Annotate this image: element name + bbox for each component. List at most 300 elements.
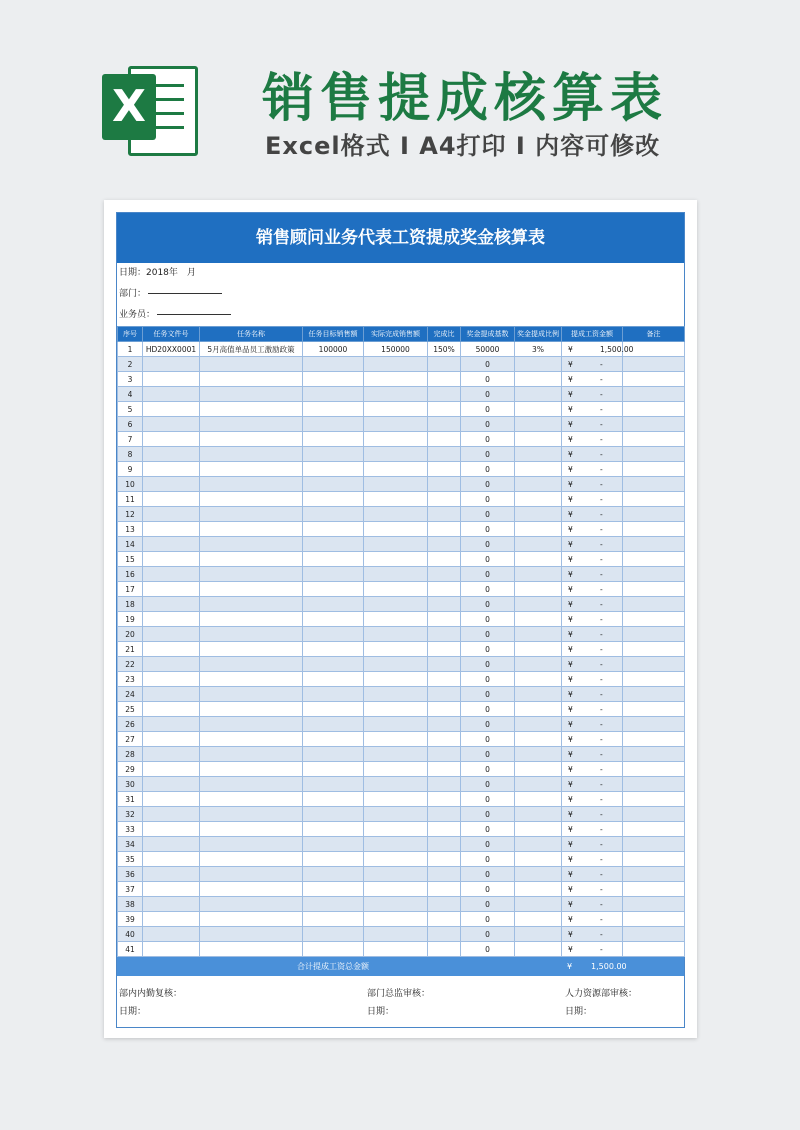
cell-note[interactable] [623, 507, 685, 522]
cell-base[interactable]: 0 [461, 522, 515, 537]
cell-note[interactable] [623, 927, 685, 942]
cell-actual[interactable] [364, 732, 428, 747]
cell-amount[interactable] [562, 612, 623, 627]
cell-name[interactable] [200, 657, 303, 672]
cell-file[interactable] [143, 402, 200, 417]
cell-target[interactable] [303, 537, 364, 552]
cell-note[interactable] [623, 537, 685, 552]
cell-ratio[interactable] [428, 417, 461, 432]
cell-note[interactable] [623, 942, 685, 957]
cell-actual[interactable] [364, 567, 428, 582]
cell-pct[interactable] [515, 537, 562, 552]
cell-no[interactable]: 20 [118, 627, 143, 642]
cell-no[interactable]: 3 [118, 372, 143, 387]
cell-name[interactable] [200, 807, 303, 822]
cell-name[interactable] [200, 822, 303, 837]
cell-file[interactable] [143, 792, 200, 807]
cell-ratio[interactable] [428, 507, 461, 522]
cell-note[interactable] [623, 387, 685, 402]
cell-note[interactable] [623, 777, 685, 792]
cell-file[interactable] [143, 612, 200, 627]
cell-no[interactable]: 18 [118, 597, 143, 612]
cell-ratio[interactable] [428, 762, 461, 777]
cell-note[interactable] [623, 372, 685, 387]
cell-note[interactable] [623, 522, 685, 537]
cell-no[interactable]: 38 [118, 897, 143, 912]
cell-base[interactable]: 0 [461, 822, 515, 837]
cell-target[interactable] [303, 942, 364, 957]
cell-target[interactable] [303, 372, 364, 387]
cell-no[interactable]: 19 [118, 612, 143, 627]
cell-pct[interactable] [515, 657, 562, 672]
cell-no[interactable]: 31 [118, 792, 143, 807]
cell-actual[interactable] [364, 537, 428, 552]
cell-pct[interactable] [515, 492, 562, 507]
cell-no[interactable]: 5 [118, 402, 143, 417]
cell-target[interactable] [303, 837, 364, 852]
cell-name[interactable] [200, 582, 303, 597]
cell-actual[interactable]: 150000 [364, 342, 428, 357]
cell-actual[interactable] [364, 837, 428, 852]
cell-note[interactable] [623, 762, 685, 777]
cell-name[interactable] [200, 717, 303, 732]
cell-actual[interactable] [364, 807, 428, 822]
cell-pct[interactable] [515, 627, 562, 642]
cell-ratio[interactable] [428, 537, 461, 552]
cell-name[interactable] [200, 837, 303, 852]
cell-amount[interactable] [562, 852, 623, 867]
cell-ratio[interactable] [428, 942, 461, 957]
cell-note[interactable] [623, 612, 685, 627]
cell-target[interactable] [303, 822, 364, 837]
cell-target[interactable] [303, 507, 364, 522]
cell-amount[interactable] [562, 732, 623, 747]
cell-name[interactable] [200, 387, 303, 402]
cell-base[interactable]: 0 [461, 447, 515, 462]
cell-note[interactable] [623, 462, 685, 477]
cell-name[interactable] [200, 732, 303, 747]
cell-ratio[interactable] [428, 672, 461, 687]
cell-ratio[interactable] [428, 387, 461, 402]
cell-pct[interactable] [515, 852, 562, 867]
cell-pct[interactable] [515, 882, 562, 897]
cell-file[interactable] [143, 642, 200, 657]
cell-pct[interactable] [515, 522, 562, 537]
cell-note[interactable] [623, 792, 685, 807]
cell-pct[interactable] [515, 777, 562, 792]
cell-actual[interactable] [364, 612, 428, 627]
cell-ratio[interactable] [428, 582, 461, 597]
cell-file[interactable] [143, 447, 200, 462]
cell-no[interactable]: 37 [118, 882, 143, 897]
cell-base[interactable]: 0 [461, 942, 515, 957]
cell-file[interactable] [143, 627, 200, 642]
cell-file[interactable] [143, 372, 200, 387]
cell-name[interactable] [200, 747, 303, 762]
cell-file[interactable] [143, 537, 200, 552]
cell-ratio[interactable] [428, 792, 461, 807]
cell-ratio[interactable] [428, 567, 461, 582]
cell-amount[interactable] [562, 822, 623, 837]
cell-actual[interactable] [364, 747, 428, 762]
cell-pct[interactable] [515, 462, 562, 477]
cell-base[interactable]: 0 [461, 807, 515, 822]
cell-ratio[interactable] [428, 462, 461, 477]
cell-target[interactable] [303, 897, 364, 912]
cell-amount[interactable] [562, 582, 623, 597]
cell-ratio[interactable] [428, 837, 461, 852]
cell-amount[interactable] [562, 357, 623, 372]
cell-pct[interactable] [515, 552, 562, 567]
cell-amount[interactable] [562, 942, 623, 957]
cell-actual[interactable] [364, 432, 428, 447]
cell-actual[interactable] [364, 402, 428, 417]
cell-note[interactable] [623, 897, 685, 912]
cell-name[interactable] [200, 357, 303, 372]
cell-note[interactable] [623, 642, 685, 657]
cell-name[interactable] [200, 462, 303, 477]
cell-pct[interactable] [515, 372, 562, 387]
cell-pct[interactable] [515, 747, 562, 762]
cell-file[interactable] [143, 597, 200, 612]
cell-no[interactable]: 12 [118, 507, 143, 522]
cell-base[interactable]: 0 [461, 927, 515, 942]
cell-pct[interactable] [515, 912, 562, 927]
cell-amount[interactable] [562, 792, 623, 807]
cell-amount[interactable] [562, 372, 623, 387]
cell-base[interactable]: 0 [461, 612, 515, 627]
cell-actual[interactable] [364, 597, 428, 612]
cell-ratio[interactable] [428, 702, 461, 717]
cell-amount[interactable] [562, 837, 623, 852]
cell-amount[interactable] [562, 552, 623, 567]
cell-actual[interactable] [364, 447, 428, 462]
cell-ratio[interactable] [428, 912, 461, 927]
cell-actual[interactable] [364, 657, 428, 672]
cell-target[interactable] [303, 807, 364, 822]
cell-ratio[interactable] [428, 927, 461, 942]
cell-file[interactable] [143, 462, 200, 477]
cell-pct[interactable] [515, 642, 562, 657]
cell-name[interactable] [200, 597, 303, 612]
cell-base[interactable]: 0 [461, 657, 515, 672]
cell-note[interactable] [623, 597, 685, 612]
cell-amount[interactable] [562, 747, 623, 762]
cell-amount[interactable] [562, 807, 623, 822]
cell-amount[interactable] [562, 642, 623, 657]
cell-pct[interactable] [515, 702, 562, 717]
cell-ratio[interactable] [428, 717, 461, 732]
cell-ratio[interactable] [428, 627, 461, 642]
cell-no[interactable]: 10 [118, 477, 143, 492]
cell-ratio[interactable] [428, 477, 461, 492]
cell-amount[interactable] [562, 627, 623, 642]
cell-file[interactable] [143, 522, 200, 537]
cell-base[interactable]: 0 [461, 387, 515, 402]
cell-pct[interactable] [515, 387, 562, 402]
cell-file[interactable] [143, 672, 200, 687]
cell-pct[interactable] [515, 732, 562, 747]
cell-actual[interactable] [364, 627, 428, 642]
cell-note[interactable] [623, 747, 685, 762]
cell-base[interactable]: 50000 [461, 342, 515, 357]
cell-file[interactable] [143, 762, 200, 777]
cell-name[interactable]: 5月高值单品员工激励政策 [200, 342, 303, 357]
cell-base[interactable]: 0 [461, 432, 515, 447]
cell-file[interactable] [143, 432, 200, 447]
cell-no[interactable]: 4 [118, 387, 143, 402]
cell-actual[interactable] [364, 477, 428, 492]
cell-pct[interactable] [515, 357, 562, 372]
cell-pct[interactable] [515, 402, 562, 417]
cell-amount[interactable] [562, 522, 623, 537]
cell-amount[interactable] [562, 687, 623, 702]
cell-note[interactable] [623, 717, 685, 732]
cell-file[interactable] [143, 852, 200, 867]
cell-base[interactable]: 0 [461, 732, 515, 747]
cell-no[interactable]: 6 [118, 417, 143, 432]
cell-ratio[interactable] [428, 402, 461, 417]
cell-no[interactable]: 23 [118, 672, 143, 687]
cell-no[interactable]: 13 [118, 522, 143, 537]
cell-target[interactable] [303, 672, 364, 687]
cell-pct[interactable] [515, 822, 562, 837]
cell-pct[interactable] [515, 672, 562, 687]
cell-pct[interactable] [515, 837, 562, 852]
cell-name[interactable] [200, 897, 303, 912]
cell-pct[interactable] [515, 477, 562, 492]
cell-note[interactable] [623, 582, 685, 597]
cell-note[interactable] [623, 627, 685, 642]
cell-amount[interactable] [562, 657, 623, 672]
cell-target[interactable] [303, 612, 364, 627]
cell-ratio[interactable] [428, 882, 461, 897]
cell-amount[interactable] [562, 477, 623, 492]
cell-base[interactable]: 0 [461, 552, 515, 567]
cell-target[interactable] [303, 777, 364, 792]
cell-ratio[interactable] [428, 447, 461, 462]
cell-amount[interactable] [562, 447, 623, 462]
cell-pct[interactable] [515, 432, 562, 447]
cell-actual[interactable] [364, 762, 428, 777]
cell-base[interactable]: 0 [461, 567, 515, 582]
cell-amount[interactable] [562, 432, 623, 447]
cell-base[interactable]: 0 [461, 492, 515, 507]
cell-name[interactable] [200, 702, 303, 717]
cell-note[interactable] [623, 822, 685, 837]
cell-pct[interactable] [515, 507, 562, 522]
cell-no[interactable]: 2 [118, 357, 143, 372]
cell-actual[interactable] [364, 417, 428, 432]
cell-no[interactable]: 28 [118, 747, 143, 762]
cell-note[interactable] [623, 432, 685, 447]
cell-no[interactable]: 25 [118, 702, 143, 717]
cell-note[interactable] [623, 477, 685, 492]
cell-no[interactable]: 35 [118, 852, 143, 867]
cell-target[interactable] [303, 597, 364, 612]
cell-amount[interactable] [562, 777, 623, 792]
cell-file[interactable] [143, 927, 200, 942]
cell-file[interactable] [143, 867, 200, 882]
cell-target[interactable] [303, 852, 364, 867]
cell-pct[interactable] [515, 942, 562, 957]
cell-base[interactable]: 0 [461, 702, 515, 717]
cell-ratio[interactable] [428, 807, 461, 822]
cell-pct[interactable] [515, 447, 562, 462]
cell-base[interactable]: 0 [461, 762, 515, 777]
cell-base[interactable]: 0 [461, 882, 515, 897]
cell-amount[interactable] [562, 462, 623, 477]
cell-ratio[interactable] [428, 597, 461, 612]
cell-note[interactable] [623, 417, 685, 432]
cell-pct[interactable] [515, 867, 562, 882]
cell-actual[interactable] [364, 897, 428, 912]
cell-base[interactable]: 0 [461, 747, 515, 762]
cell-note[interactable] [623, 852, 685, 867]
cell-base[interactable]: 0 [461, 837, 515, 852]
cell-ratio[interactable] [428, 357, 461, 372]
cell-note[interactable] [623, 402, 685, 417]
cell-base[interactable]: 0 [461, 717, 515, 732]
cell-ratio[interactable] [428, 747, 461, 762]
cell-name[interactable] [200, 372, 303, 387]
cell-base[interactable]: 0 [461, 687, 515, 702]
cell-no[interactable]: 8 [118, 447, 143, 462]
cell-no[interactable]: 26 [118, 717, 143, 732]
cell-file[interactable] [143, 837, 200, 852]
cell-base[interactable]: 0 [461, 852, 515, 867]
cell-base[interactable]: 0 [461, 597, 515, 612]
cell-actual[interactable] [364, 942, 428, 957]
cell-name[interactable] [200, 777, 303, 792]
cell-note[interactable] [623, 732, 685, 747]
cell-no[interactable]: 36 [118, 867, 143, 882]
cell-no[interactable]: 32 [118, 807, 143, 822]
cell-name[interactable] [200, 537, 303, 552]
cell-amount[interactable] [562, 597, 623, 612]
cell-note[interactable] [623, 657, 685, 672]
cell-target[interactable] [303, 387, 364, 402]
cell-base[interactable]: 0 [461, 357, 515, 372]
cell-no[interactable]: 14 [118, 537, 143, 552]
cell-amount[interactable] [562, 402, 623, 417]
cell-name[interactable] [200, 867, 303, 882]
cell-target[interactable] [303, 702, 364, 717]
cell-name[interactable] [200, 447, 303, 462]
cell-target[interactable] [303, 912, 364, 927]
cell-file[interactable] [143, 582, 200, 597]
cell-note[interactable] [623, 837, 685, 852]
cell-name[interactable] [200, 417, 303, 432]
cell-pct[interactable] [515, 597, 562, 612]
cell-base[interactable]: 0 [461, 477, 515, 492]
cell-file[interactable] [143, 567, 200, 582]
cell-file[interactable] [143, 702, 200, 717]
cell-ratio[interactable] [428, 687, 461, 702]
cell-base[interactable]: 0 [461, 462, 515, 477]
cell-actual[interactable] [364, 462, 428, 477]
cell-amount[interactable] [562, 882, 623, 897]
cell-amount[interactable] [562, 417, 623, 432]
cell-target[interactable] [303, 642, 364, 657]
cell-amount[interactable] [562, 537, 623, 552]
cell-actual[interactable] [364, 792, 428, 807]
cell-base[interactable]: 0 [461, 507, 515, 522]
cell-pct[interactable]: 3% [515, 342, 562, 357]
cell-no[interactable]: 1 [118, 342, 143, 357]
cell-actual[interactable] [364, 717, 428, 732]
cell-actual[interactable] [364, 507, 428, 522]
cell-base[interactable]: 0 [461, 792, 515, 807]
cell-ratio[interactable] [428, 552, 461, 567]
cell-name[interactable] [200, 912, 303, 927]
cell-name[interactable] [200, 627, 303, 642]
cell-actual[interactable] [364, 777, 428, 792]
cell-target[interactable] [303, 567, 364, 582]
cell-name[interactable] [200, 942, 303, 957]
cell-target[interactable] [303, 402, 364, 417]
cell-amount[interactable] [562, 567, 623, 582]
cell-pct[interactable] [515, 417, 562, 432]
cell-actual[interactable] [364, 642, 428, 657]
cell-no[interactable]: 40 [118, 927, 143, 942]
cell-no[interactable]: 11 [118, 492, 143, 507]
cell-base[interactable]: 0 [461, 402, 515, 417]
cell-target[interactable] [303, 552, 364, 567]
cell-file[interactable] [143, 732, 200, 747]
cell-ratio[interactable] [428, 372, 461, 387]
cell-file[interactable] [143, 552, 200, 567]
cell-name[interactable] [200, 432, 303, 447]
cell-file[interactable] [143, 687, 200, 702]
cell-note[interactable] [623, 492, 685, 507]
cell-file[interactable] [143, 822, 200, 837]
cell-ratio[interactable] [428, 432, 461, 447]
cell-target[interactable]: 100000 [303, 342, 364, 357]
cell-no[interactable]: 21 [118, 642, 143, 657]
cell-pct[interactable] [515, 792, 562, 807]
cell-name[interactable] [200, 672, 303, 687]
cell-name[interactable] [200, 642, 303, 657]
cell-actual[interactable] [364, 912, 428, 927]
cell-file[interactable] [143, 477, 200, 492]
cell-target[interactable] [303, 432, 364, 447]
cell-ratio[interactable] [428, 777, 461, 792]
cell-note[interactable] [623, 672, 685, 687]
cell-no[interactable]: 27 [118, 732, 143, 747]
cell-actual[interactable] [364, 867, 428, 882]
cell-name[interactable] [200, 927, 303, 942]
cell-base[interactable]: 0 [461, 897, 515, 912]
cell-ratio[interactable] [428, 642, 461, 657]
cell-actual[interactable] [364, 852, 428, 867]
cell-amount[interactable] [562, 927, 623, 942]
cell-no[interactable]: 33 [118, 822, 143, 837]
cell-pct[interactable] [515, 567, 562, 582]
cell-target[interactable] [303, 582, 364, 597]
cell-base[interactable]: 0 [461, 777, 515, 792]
cell-target[interactable] [303, 792, 364, 807]
cell-target[interactable] [303, 462, 364, 477]
cell-target[interactable] [303, 657, 364, 672]
cell-file[interactable] [143, 807, 200, 822]
cell-ratio[interactable] [428, 897, 461, 912]
cell-ratio[interactable] [428, 867, 461, 882]
cell-ratio[interactable] [428, 732, 461, 747]
cell-name[interactable] [200, 522, 303, 537]
cell-actual[interactable] [364, 927, 428, 942]
cell-note[interactable] [623, 702, 685, 717]
